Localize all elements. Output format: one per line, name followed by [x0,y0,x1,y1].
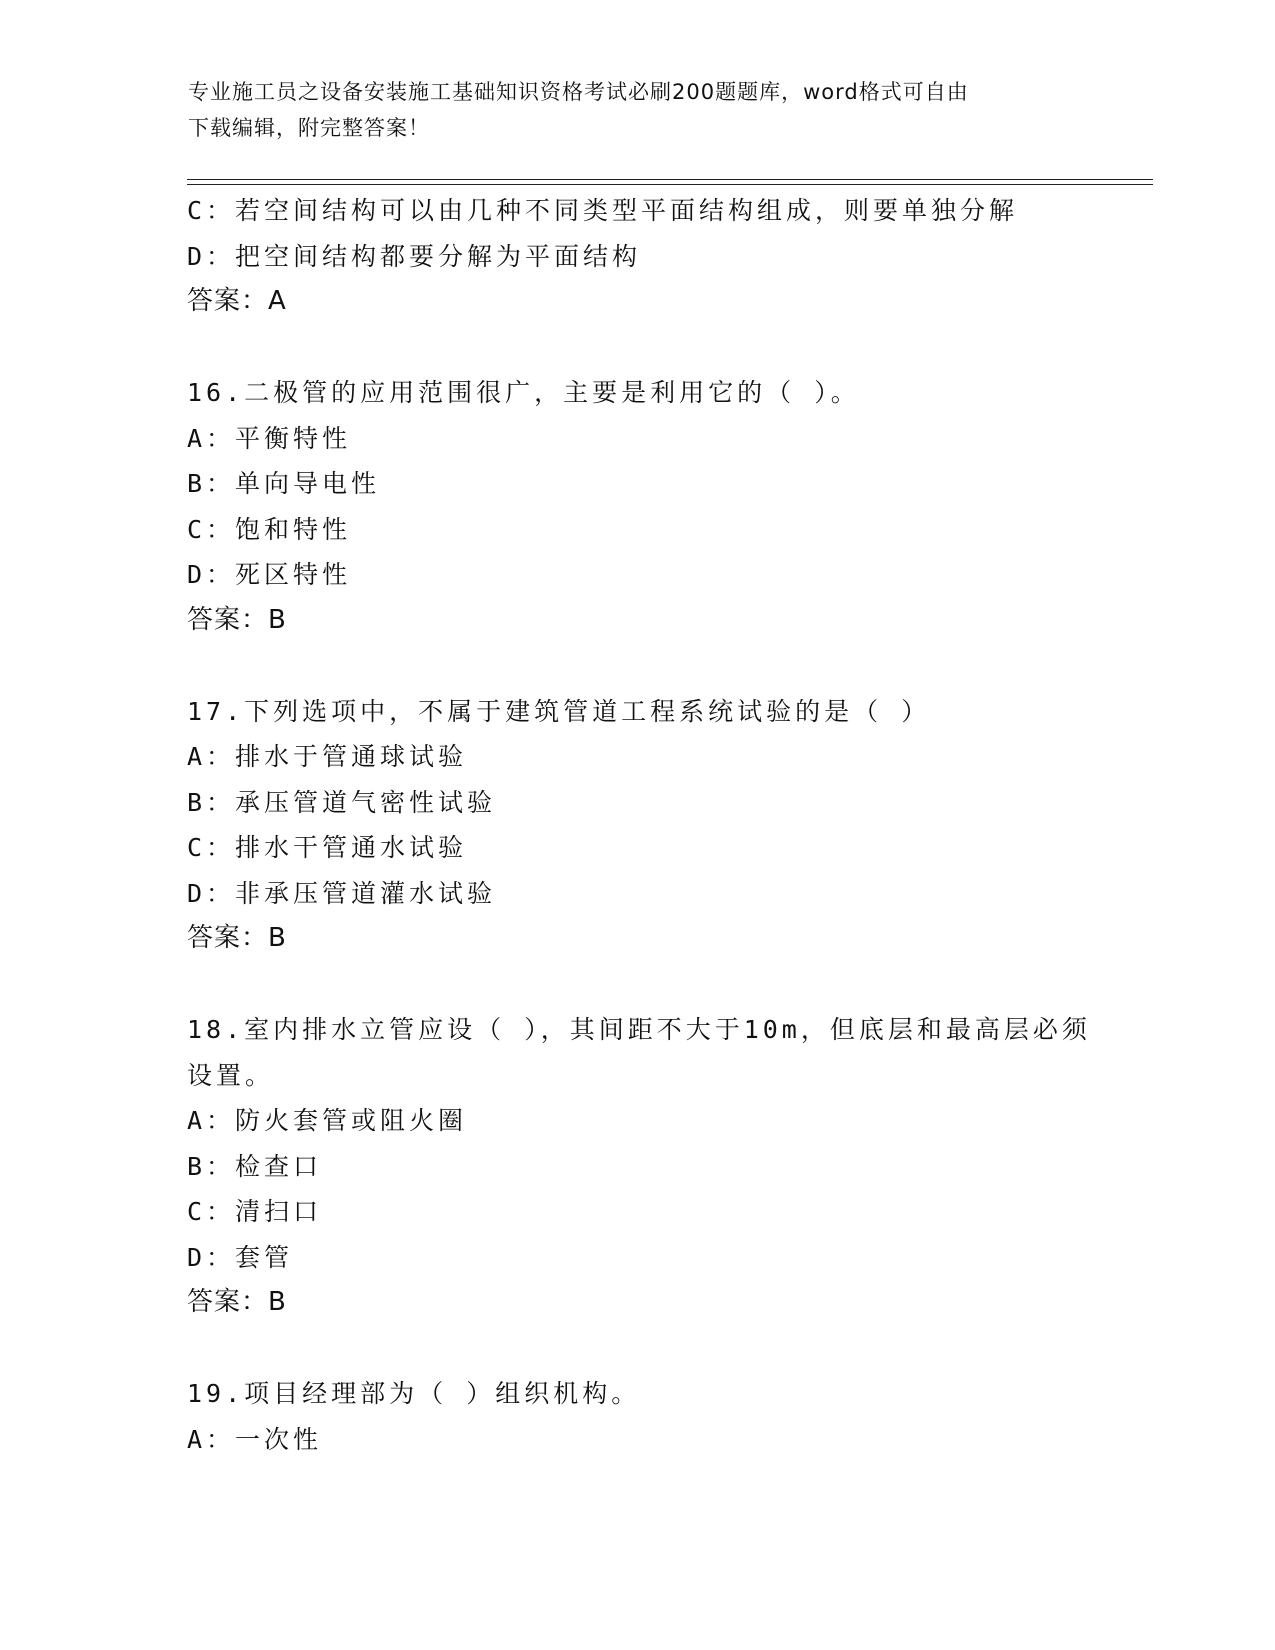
option-d: D：套管 [187,1242,294,1272]
option-d: D：把空间结构都要分解为平面结构 [187,241,642,271]
header-line-1: 专业施工员之设备安装施工基础知识资格考试必刷200题题库，word格式可自由 [188,80,969,104]
option-a: A：防火套管或阻火圈 [187,1106,468,1135]
option-c: C：清扫口 [187,1197,323,1226]
spacer [187,643,1087,689]
option-b: B：承压管道气密性试验 [187,787,497,817]
spacer [187,325,1087,371]
question-content [187,188,1091,1462]
option-a: A：平衡特性 [187,423,352,453]
question-stem: 17.下列选项中，不属于建筑管道工程系统试验的是（ ） [187,696,931,726]
question-stem-line-1: 18.室内排水立管应设（ ），其间距不大于10m，但底层和最高层必须 [187,1015,1091,1044]
spacer [187,1326,1087,1372]
spacer [187,962,1087,1008]
option-b: B：单向导电性 [187,469,381,498]
header-divider-bottom [187,184,1153,185]
answer-line: 答案：B [187,604,287,635]
document-header [188,74,1088,146]
option-c: C：排水干管通水试验 [187,833,468,862]
option-c: C：若空间结构可以由几种不同类型平面结构组成，则要单独分解 [187,196,1019,225]
question-stem: 19.项目经理部为（ ）组织机构。 [187,1379,641,1408]
question-stem-line-2: 设置。 [187,1060,275,1090]
option-d: D：死区特性 [187,560,352,589]
option-d: D：非承压管道灌水试验 [187,878,497,908]
question-stem: 16.二极管的应用范围很广，主要是利用它的（ ）。 [187,378,860,407]
answer-line: 答案：A [187,286,287,316]
option-b: B：检查口 [187,1151,323,1181]
option-c: C：饱和特性 [187,514,352,544]
answer-line: 答案：B [187,1287,287,1317]
option-a: A：排水于管通球试验 [187,742,468,771]
answer-line: 答案：B [187,923,287,953]
header-line-2: 下载编辑，附完整答案！ [188,116,430,140]
header-divider-top [187,179,1153,180]
option-a: A：一次性 [187,1424,323,1454]
